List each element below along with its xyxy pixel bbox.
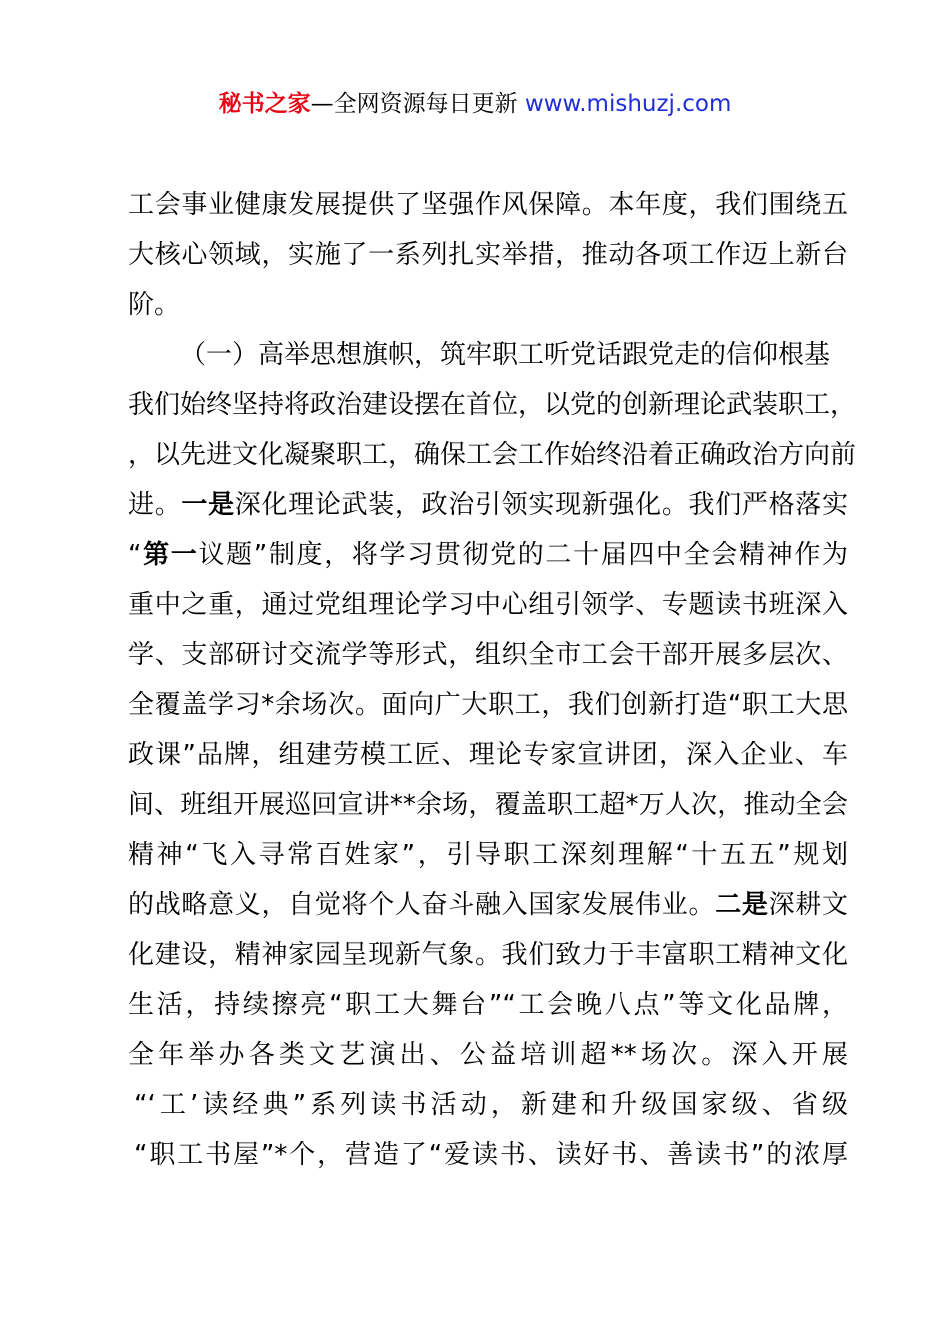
text-line: 间、班组开展巡回宣讲**余场，覆盖职工超*万人次，推动全会 — [128, 790, 848, 820]
document-body — [128, 180, 857, 1180]
text-line: 全覆盖学习*余场次。面向广大职工，我们创新打造“职工大思 — [128, 690, 848, 720]
text-line: 我们始终坚持将政治建设摆在首位，以党的创新理论武装职工， — [128, 390, 857, 420]
text-segment: 议题”制度，将学习贯彻党的二十届四中全会精神作为 — [198, 540, 848, 570]
header-tagline: —全网资源每日更新 — [310, 91, 525, 117]
site-url-link[interactable]: www.mishuzj.com — [524, 91, 732, 117]
text-line — [128, 530, 848, 580]
text-line: “职工书屋”*个，营造了“爱读书、读好书、善读书”的浓厚 — [134, 1140, 848, 1170]
bold-term: 第一 — [141, 540, 199, 570]
page-header — [0, 86, 950, 122]
text-segment: “ — [128, 540, 142, 570]
text-line: 政课”品牌，组建劳模工匠、理论专家宣讲团，深入企业、车 — [128, 740, 848, 770]
text-line: 大核心领域，实施了一系列扎实举措，推动各项工作迈上新台 — [128, 240, 848, 270]
text-segment: 深耕文 — [768, 890, 848, 920]
text-line: 学、支部研讨交流学等形式，组织全市工会干部开展多层次、 — [128, 640, 848, 670]
text-segment: 的战略意义，自觉将个人奋斗融入国家发展伟业。 — [128, 890, 716, 920]
text-line: 工会事业健康发展提供了坚强作风保障。本年度，我们围绕五 — [128, 190, 848, 220]
point-marker-second: 二是 — [715, 890, 769, 920]
text-line: 全年举办各类文艺演出、公益培训超**场次。深入开展 — [128, 1040, 848, 1070]
point-marker-first: 一是 — [181, 490, 235, 520]
text-segment: 深化理论武装，政治引领实现新强化。我们严格落实 — [234, 490, 848, 520]
text-line: “‘工’读经典”系列读书活动，新建和升级国家级、省级 — [134, 1090, 848, 1120]
text-segment: 进。 — [128, 490, 182, 520]
text-line — [128, 480, 848, 530]
text-line: 精神“飞入寻常百姓家”，引导职工深刻理解“十五五”规划 — [128, 840, 848, 870]
brand-name: 秘书之家 — [218, 91, 311, 117]
text-line: 化建设，精神家园呈现新气象。我们致力于丰富职工精神文化 — [128, 940, 848, 970]
text-line: 重中之重，通过党组理论学习中心组引领学、专题读书班深入 — [128, 590, 848, 620]
text-line — [128, 880, 848, 930]
text-line: 阶。 — [128, 290, 181, 320]
text-line: ，以先进文化凝聚职工，确保工会工作始终沿着正确政治方向前 — [128, 440, 857, 470]
text-line: 生活，持续擦亮“职工大舞台”“工会晚八点”等文化品牌， — [128, 990, 848, 1020]
section-heading: （一）高举思想旗帜，筑牢职工听党话跟党走的信仰根基 — [180, 340, 831, 370]
